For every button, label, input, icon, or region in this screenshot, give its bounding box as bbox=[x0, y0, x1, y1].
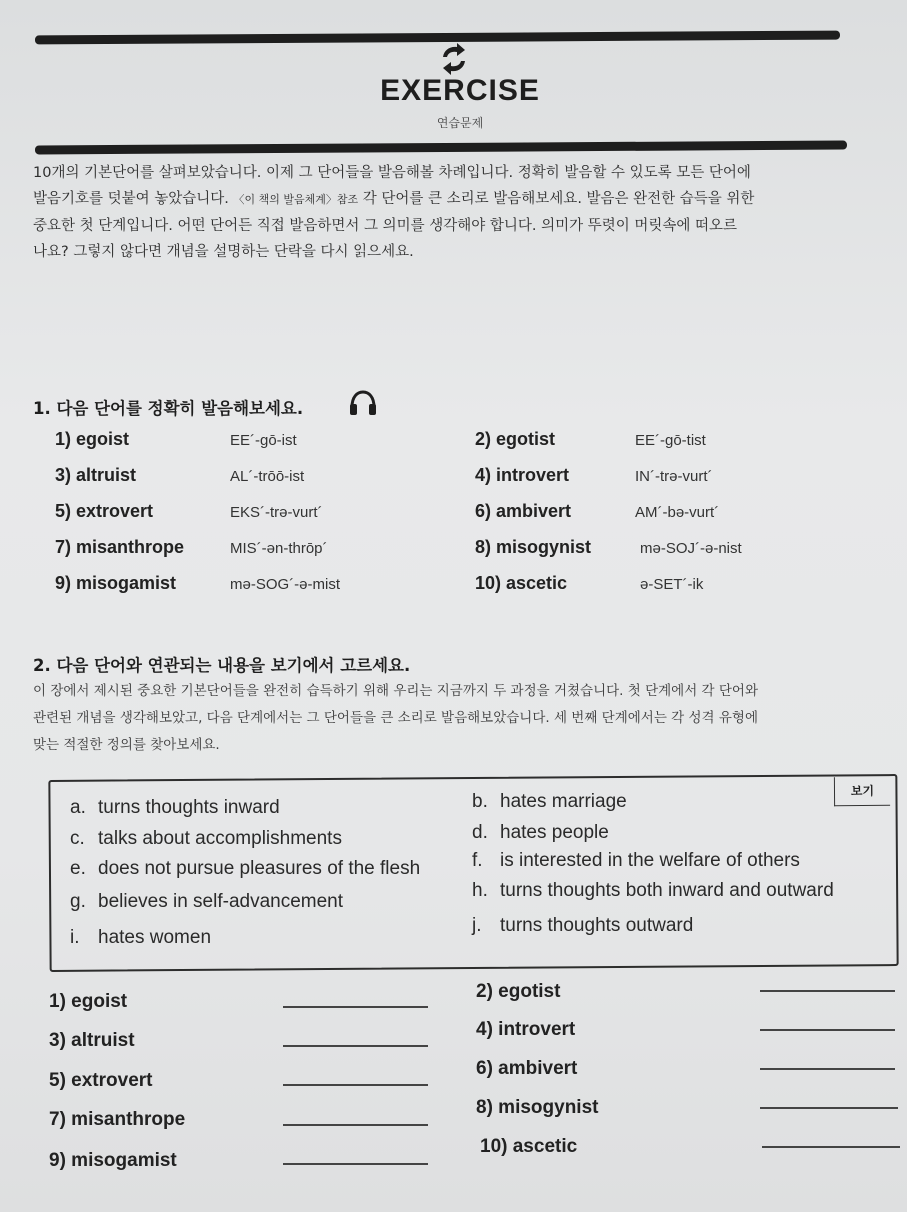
intro-line: 나요? 그렇지 않다면 개념을 설명하는 단락을 다시 읽으세요. bbox=[33, 244, 414, 260]
word: 2) egotist bbox=[475, 429, 556, 449]
option-item: i. hates women bbox=[70, 927, 212, 948]
word: 8) misogynist bbox=[475, 537, 592, 557]
pronunciation: EE´-gō-tist bbox=[635, 432, 706, 449]
intro-line: 중요한 첫 단계입니다. 어떤 단어든 직접 발음하면서 그 의미를 생각해야 합니다. 의미가 뚜렷이 머릿속에 떠오르 bbox=[33, 218, 738, 234]
word: 1) egoist bbox=[55, 429, 130, 449]
answer-label: 3) altruist bbox=[49, 1030, 135, 1051]
headphones-icon[interactable] bbox=[348, 389, 378, 417]
answer-blank[interactable] bbox=[283, 1006, 428, 1008]
answer-label: 1) egoist bbox=[49, 991, 128, 1012]
option-item: a. turns thoughts inward bbox=[70, 797, 280, 818]
option-item: e. does not pursue pleasures of the flesh bbox=[70, 858, 421, 879]
answer-blank[interactable] bbox=[760, 1029, 895, 1031]
option-item: j. turns thoughts outward bbox=[472, 915, 694, 936]
pronunciation: mə-SOJ´-ə-nist bbox=[640, 540, 742, 557]
word: 6) ambivert bbox=[475, 501, 572, 521]
answer-label: 10) ascetic bbox=[480, 1136, 578, 1157]
pronunciation: EE´-gō-ist bbox=[230, 432, 297, 449]
pronunciation: mə-SOG´-ə-mist bbox=[230, 576, 340, 593]
intro-line: 발음기호를 덧붙여 놓았습니다. 〈이 책의 발음체계〉참조 각 단어를 큰 소리로 발음해보세요. 발음은 완전한 습득을 위한 bbox=[33, 191, 755, 207]
word: 3) altruist bbox=[55, 465, 137, 485]
answer-label: 4) introvert bbox=[476, 1019, 576, 1040]
pronunciation: ə-SET´-ik bbox=[640, 576, 704, 593]
exercise-title: EXERCISE bbox=[380, 74, 540, 107]
answer-blank[interactable] bbox=[283, 1163, 428, 1165]
book-reference: 〈이 책의 발음체계〉참조 bbox=[233, 193, 359, 206]
pronunciation: IN´-trə-vurt´ bbox=[635, 468, 713, 485]
option-item: h. turns thoughts both inward and outward bbox=[472, 880, 834, 901]
option-item: d. hates people bbox=[472, 822, 609, 843]
answer-label: 2) egotist bbox=[476, 981, 561, 1002]
option-item: g. believes in self-advancement bbox=[70, 891, 344, 912]
option-item: c. talks about accomplishments bbox=[70, 828, 342, 849]
pronunciation: AL´-trōō-ist bbox=[230, 468, 305, 485]
pronunciation: MIS´-ən-thrōp´ bbox=[230, 540, 328, 557]
pronunciation: AM´-bə-vurt´ bbox=[635, 504, 720, 521]
option-item: b. hates marriage bbox=[472, 791, 627, 812]
answer-label: 5) extrovert bbox=[49, 1070, 153, 1091]
section1-title: 1. 다음 단어를 정확히 발음해보세요. bbox=[33, 399, 304, 418]
answer-blank[interactable] bbox=[760, 1107, 898, 1109]
answer-label: 7) misanthrope bbox=[49, 1109, 186, 1130]
answer-label: 8) misogynist bbox=[476, 1097, 599, 1118]
refresh-arrows-icon bbox=[437, 42, 471, 76]
section2-title: 2. 다음 단어와 연관되는 내용을 보기에서 고르세요. bbox=[33, 656, 411, 675]
answer-label: 9) misogamist bbox=[49, 1150, 177, 1171]
word: 9) misogamist bbox=[55, 573, 177, 593]
option-item: f. is interested in the welfare of others bbox=[472, 850, 800, 871]
section2-description: 이 장에서 제시된 중요한 기본단어들을 완전히 습득하기 위해 우리는 지금까지 두 과정을 거쳤습니다. 첫 단계에서 각 단어와 관련된 개념을 생각해보았고, 다음 단계에서는 그 단어들을 큰 소리로 발음해보았습니다. 세 번째 단계에서는 각 성격 유형에 맞는 적절한 정의를 찾아보세요. bbox=[33, 683, 758, 753]
word: 5) extrovert bbox=[55, 501, 154, 521]
answer-blank[interactable] bbox=[760, 1068, 895, 1070]
answer-blank[interactable] bbox=[283, 1084, 428, 1086]
pronunciation: EKS´-trə-vurt´ bbox=[230, 504, 323, 521]
answer-blank[interactable] bbox=[283, 1045, 428, 1047]
intro-line: 10개의 기본단어를 살펴보았습니다. 이제 그 단어들을 발음해볼 차례입니다. 정확히 발음할 수 있도록 모든 단어에 bbox=[33, 165, 751, 181]
word: 7) misanthrope bbox=[55, 537, 185, 557]
header-bottom-rule bbox=[35, 141, 847, 155]
answer-blank[interactable] bbox=[283, 1124, 428, 1126]
answer-blank[interactable] bbox=[762, 1146, 900, 1148]
exercise-subtitle: 연습문제 bbox=[436, 116, 484, 130]
options-box-label: 보기 bbox=[834, 777, 890, 806]
intro-paragraph bbox=[33, 160, 863, 265]
word: 10) ascetic bbox=[475, 573, 568, 593]
answer-label: 6) ambivert bbox=[476, 1058, 578, 1079]
answer-blank[interactable] bbox=[760, 990, 895, 992]
word: 4) introvert bbox=[475, 465, 570, 485]
